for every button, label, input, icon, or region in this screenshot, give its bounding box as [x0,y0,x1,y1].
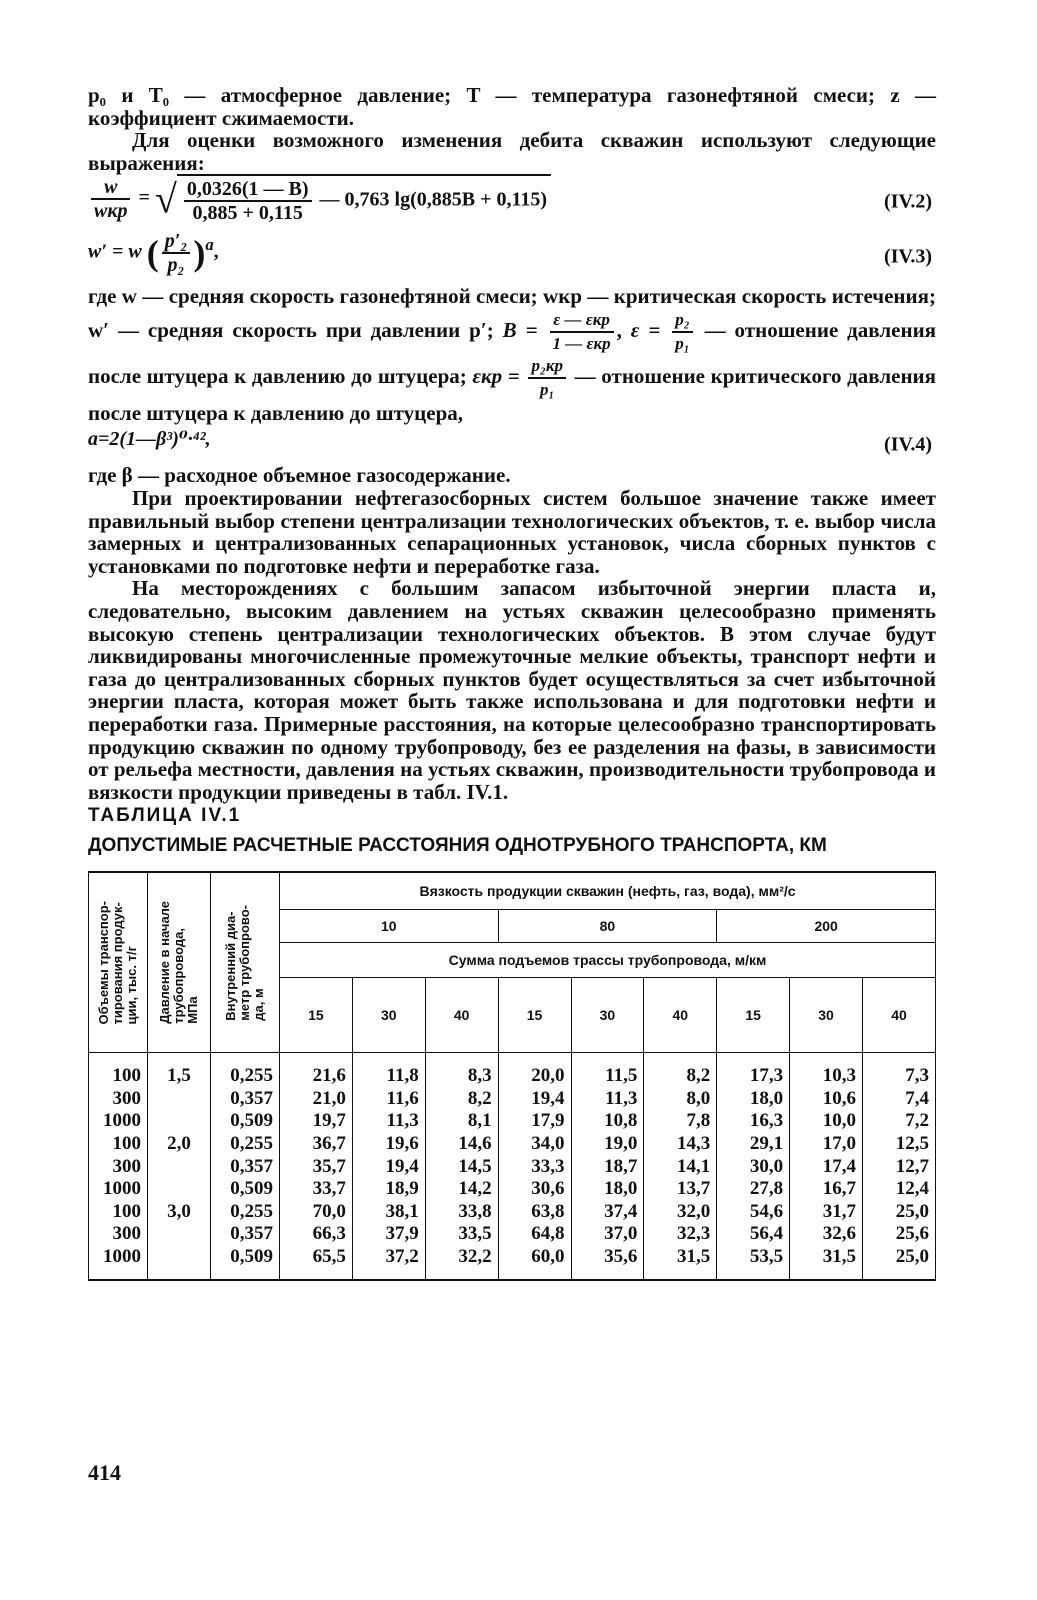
col-header-rise: Сумма подъемов трассы трубопровода, м/км [280,943,936,978]
table-cell: 27,8 [717,1178,790,1201]
table-cell: 16,3 [717,1110,790,1133]
table-caption: ТАБЛИЦА IV.1 [88,805,242,827]
table-cell: 13,7 [644,1178,717,1201]
table-cell: 70,0 [280,1201,353,1224]
table-cell: 17,9 [498,1110,571,1133]
table-cell: 18,0 [717,1088,790,1111]
table-cell: 19,6 [352,1133,425,1156]
table-cell: 11,8 [352,1053,425,1088]
table-cell: 8,3 [425,1053,498,1088]
table-cell: 19,0 [571,1133,644,1156]
table-cell [148,1246,211,1280]
table-cell: 21,0 [280,1088,353,1111]
rise-40-b: 40 [644,978,717,1053]
table-cell: 30,6 [498,1178,571,1201]
table-cell: 7,3 [863,1053,936,1088]
table-cell: 14,6 [425,1133,498,1156]
table-cell: 12,5 [863,1133,936,1156]
table-cell: 20,0 [498,1053,571,1088]
paragraph-4: где β — расходное объемное газосодержание. [88,463,511,488]
table-cell: 0,255 [211,1201,280,1224]
table-cell: 19,4 [352,1156,425,1179]
table-cell: 11,3 [571,1088,644,1111]
table-cell: 25,0 [863,1246,936,1280]
table-cell: 37,2 [352,1246,425,1280]
table-cell: 19,7 [280,1110,353,1133]
table-cell: 37,0 [571,1223,644,1246]
table-cell: 10,0 [790,1110,863,1133]
table-cell: 8,2 [425,1088,498,1111]
col-header-viscosity: Вязкость продукции скважин (нефть, газ, вода), мм²/с [280,872,936,910]
eq4-label: (IV.4) [884,433,932,456]
table-row [89,1133,936,1156]
visc-10: 10 [280,910,499,943]
table-cell: 8,2 [644,1053,717,1088]
table-cell: 14,2 [425,1178,498,1201]
table-cell: 30,0 [717,1156,790,1179]
table-cell: 0,509 [211,1178,280,1201]
table-row [89,1088,936,1111]
table-row [89,1178,936,1201]
table-cell: 66,3 [280,1223,353,1246]
table-cell: 2,0 [148,1133,211,1156]
table-cell: 18,0 [571,1178,644,1201]
table-cell: 100 [89,1201,148,1224]
table-cell: 1,5 [148,1053,211,1088]
table-cell: 300 [89,1088,148,1111]
table-cell: 56,4 [717,1223,790,1246]
table-row [89,1201,936,1224]
table-cell: 10,6 [790,1088,863,1111]
table-cell: 29,1 [717,1133,790,1156]
table-row [89,1156,936,1179]
table-cell: 33,5 [425,1223,498,1246]
table-cell: 53,5 [717,1246,790,1280]
table-cell: 7,2 [863,1110,936,1133]
col-header-diameter: Внутренний диа- метр трубопрово- да, м [211,872,280,1053]
table-cell: 16,7 [790,1178,863,1201]
table-cell: 33,8 [425,1201,498,1224]
table-cell: 0,357 [211,1223,280,1246]
table-cell: 8,1 [425,1110,498,1133]
table-cell: 54,6 [717,1201,790,1224]
table-row [89,1053,936,1088]
paragraph-2: Для оценки возможного изменения дебита скважин используют следующие выражения: [88,128,936,175]
table-cell: 0,509 [211,1110,280,1133]
table-cell: 11,6 [352,1088,425,1111]
table-cell: 25,6 [863,1223,936,1246]
table-cell: 37,4 [571,1201,644,1224]
table-cell: 32,0 [644,1201,717,1224]
table-cell: 0,255 [211,1133,280,1156]
table-cell [148,1178,211,1201]
rise-30-b: 30 [571,978,644,1053]
visc-80: 80 [498,910,717,943]
table-row [89,1223,936,1246]
table-cell: 10,3 [790,1053,863,1088]
table-cell [148,1110,211,1133]
table-cell: 0,255 [211,1053,280,1088]
table-cell: 32,2 [425,1246,498,1280]
table-cell: 3,0 [148,1201,211,1224]
table-cell: 10,8 [571,1110,644,1133]
table-cell: 7,4 [863,1088,936,1111]
table-cell: 31,5 [790,1246,863,1280]
table-cell: 64,8 [498,1223,571,1246]
table-title: ДОПУСТИМЫЕ РАСЧЕТНЫЕ РАССТОЯНИЯ ОДНОТРУБНОГО ТРАНСПОРТА, КМ [88,835,827,857]
eq3-label: (IV.3) [884,245,932,268]
table-cell: 17,0 [790,1133,863,1156]
page-content [88,84,936,1281]
table-cell: 31,5 [644,1246,717,1280]
eq2-lhs: $\frac{w}{\text{wкр}}$ [91,176,130,222]
table-cell: 65,5 [280,1246,353,1280]
table-cell: 32,3 [644,1223,717,1246]
table-cell: 34,0 [498,1133,571,1156]
paragraph-6: На месторождениях с большим запасом избыточной энергии пласта и, следовательно, высоким давлением на устьях скважин целесообразно применять высокую степень централизации технологических объектов. В этом случае будут ликвидированы многочисленные промежуточные мелкие объекты, транспорт нефти и газа до централизованных сборных пунктов будет осуществляться за счет избыточной энергии пласта, которая может быть также использована и для подготовки нефти и переработки газа. Примерные расстояния, на которые целесообразно транспортировать продукцию скважин по одному трубопроводу, без ее разделения на фазы, в зависимости от рельефа местности, давления на устьях скважин, производительности трубопровода и вязкости продукции приведены в табл. IV.1. [88,576,936,804]
table-cell: 100 [89,1053,148,1088]
table-cell: 14,1 [644,1156,717,1179]
table-cell: 35,6 [571,1246,644,1280]
equation-iv3: w′ = w ( $\frac{\text{p′₂}}{\text{p₂}}$ )$^a$, (IV.3) [88,230,932,277]
table-cell: 60,0 [498,1246,571,1280]
rise-30-c: 30 [790,978,863,1053]
distance-table [88,871,936,1280]
equation-iv2: $\frac{w}{\text{wкр}}$ = √ $\frac{0,0326(1 — B)}{0,885 + 0,115}$ — 0,763 lg(0,885B + 0,115) (IV.2) [88,174,936,230]
table-cell: 25,0 [863,1201,936,1224]
table-cell: 17,4 [790,1156,863,1179]
table-row [89,1110,936,1133]
table-cell: 14,3 [644,1133,717,1156]
rise-30-a: 30 [352,978,425,1053]
table-cell: 300 [89,1223,148,1246]
table-cell: 33,3 [498,1156,571,1179]
rise-15-b: 15 [498,978,571,1053]
formula-epskr: $\frac{\text{p₂кр}}{\text{p₁}}$ [528,355,566,401]
formula-B: B = $\frac{\text{ε — εкр}}{\text{1 — εкр}}$ , ε = $\frac{\text{p₂}}{\text{p₁}}$ [503,318,705,342]
table-cell: 8,0 [644,1088,717,1111]
table-cell: 33,7 [280,1178,353,1201]
rise-15-c: 15 [717,978,790,1053]
table-cell: 0,357 [211,1088,280,1111]
rise-40-c: 40 [863,978,936,1053]
table-cell: 32,6 [790,1223,863,1246]
rise-15-a: 15 [280,978,353,1053]
table-cell: 18,9 [352,1178,425,1201]
table-cell: 14,5 [425,1156,498,1179]
table-cell: 36,7 [280,1133,353,1156]
table-cell: 0,509 [211,1246,280,1280]
paragraph-1: p₀ и T₀ — атмосферное давление; T — температура газонефтяной смеси; z — коэффициент сжимаемости. [88,83,936,130]
table-cell: 11,3 [352,1110,425,1133]
page-number: 414 [88,1460,121,1485]
table-cell: 12,7 [863,1156,936,1179]
table-cell [148,1156,211,1179]
table-cell: 300 [89,1156,148,1179]
equation-iv4: a=2(1—β³)⁰·⁴², (IV.4) [88,428,932,456]
col-header-volume: Объемы транспор- тирования продук- ции, тыс. т/г [89,872,148,1053]
paragraph-5: При проектировании нефтегазосборных систем большое значение также имеет правильный выбор степени централизации технологических объектов, т. е. выбор числа замерных и централизованных сепарационных установок, числа сборных пунктов с установками по подготовке нефти и переработке газа. [88,485,936,578]
table-cell: 1000 [89,1246,148,1280]
table-cell: 17,3 [717,1053,790,1088]
table-cell: 11,5 [571,1053,644,1088]
table-cell: 18,7 [571,1156,644,1179]
table-cell: 35,7 [280,1156,353,1179]
table-cell: 63,8 [498,1201,571,1224]
table-cell [148,1088,211,1111]
table-cell: 0,357 [211,1156,280,1179]
table-body [89,1053,936,1280]
table-row [89,1246,936,1280]
table-cell: 100 [89,1133,148,1156]
paragraph-3: где w — средняя скорость газонефтяной смеси; wкр — критическая скорость истечения; w′ — средняя скорость при давлении p′; B = $\frac{\text{ε — εкр}}{\text{1 — εкр}}$ , ε = $\frac{\text{p₂}}{\text{p₁}}$ — отношение давления после штуцера к давлению до штуцера; εкр = $\frac{\text{p₂кр}}{\text{p₁}}$ — отношение критического давления после штуцера к давлению до штуцера, [88,284,937,426]
eq2-label: (IV.2) [884,190,932,213]
eq2-radical: $\frac{0,0326(1 — B)}{0,885 + 0,115}$ — 0,763 lg(0,885B + 0,115) [177,174,551,224]
table-cell: 31,7 [790,1201,863,1224]
table-cell: 19,4 [498,1088,571,1111]
table-cell: 37,9 [352,1223,425,1246]
table-cell: 38,1 [352,1201,425,1224]
col-header-pressure: Давление в начале трубопровода, МПа [148,872,211,1053]
table-cell: 1000 [89,1110,148,1133]
rise-40-a: 40 [425,978,498,1053]
table-cell: 12,4 [863,1178,936,1201]
table-cell: 1000 [89,1178,148,1201]
visc-200: 200 [717,910,936,943]
table-cell: 7,8 [644,1110,717,1133]
table-cell: 21,6 [280,1053,353,1088]
table-cell [148,1223,211,1246]
